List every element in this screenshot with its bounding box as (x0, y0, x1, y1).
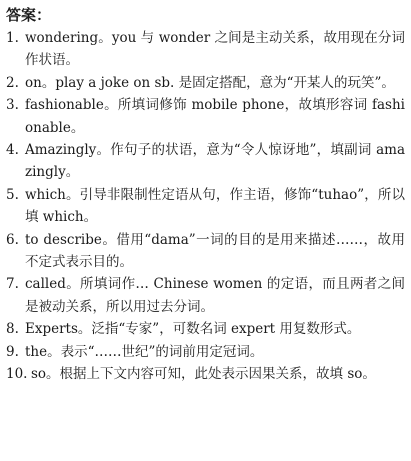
answer-number: 9. (6, 343, 19, 360)
answer-item-10 (6, 363, 405, 385)
answer-item-6 (6, 229, 405, 274)
answer-number: 10. (6, 366, 28, 383)
answer-item-9 (6, 341, 405, 363)
answer-explanation: to describe。借用“dama”一词的目的是用来描述……，故用不定式表示目的。 (25, 231, 405, 271)
answer-explanation: Experts。泛指“专家”，可数名词 expert 用复数形式。 (25, 321, 361, 338)
answer-number: 1. (6, 30, 19, 46)
answer-list (6, 27, 405, 386)
answer-item-8 (6, 318, 405, 340)
answer-number: 6. (6, 231, 19, 248)
answer-explanation: so。根据上下文内容可知，此处表示因果关系，故填 so。 (31, 366, 376, 383)
answer-explanation: called。所填词作… Chinese women 的定语，而且两者之间是被动关系，所以用过去分词。 (25, 276, 405, 315)
answer-item-5 (6, 184, 405, 229)
answer-explanation: which。引导非限制性定语从句，作主语，修饰“tuhao”，所以填 which。 (25, 186, 405, 226)
answer-item-7 (6, 273, 405, 318)
answer-explanation: wondering。you 与 wonder 之间是主动关系，故用现在分词作状语。 (25, 30, 405, 69)
answer-item-2 (6, 72, 405, 94)
answer-number: 4. (6, 142, 19, 159)
answer-explanation: the。表示“……世纪”的词前用定冠词。 (25, 343, 264, 360)
answer-number: 3. (6, 97, 19, 114)
answer-item-4 (6, 139, 405, 184)
answer-number: 7. (6, 276, 19, 293)
answer-item-1 (6, 27, 405, 72)
answer-number: 8. (6, 321, 19, 338)
answer-explanation: Amazingly。作句子的状语，意为“令人惊讶地”，填副词 amazingly。 (25, 142, 405, 181)
answer-explanation: fashionable。所填词修饰 mobile phone，故填形容词 fashionable。 (25, 97, 405, 136)
answer-explanation: on。play a joke on sb. 是固定搭配，意为“开某人的玩笑”。 (25, 74, 395, 91)
answer-item-3 (6, 94, 405, 139)
answer-key-heading: 答案： (6, 6, 52, 24)
answer-number: 5. (6, 186, 19, 203)
answer-number: 2. (6, 74, 19, 91)
